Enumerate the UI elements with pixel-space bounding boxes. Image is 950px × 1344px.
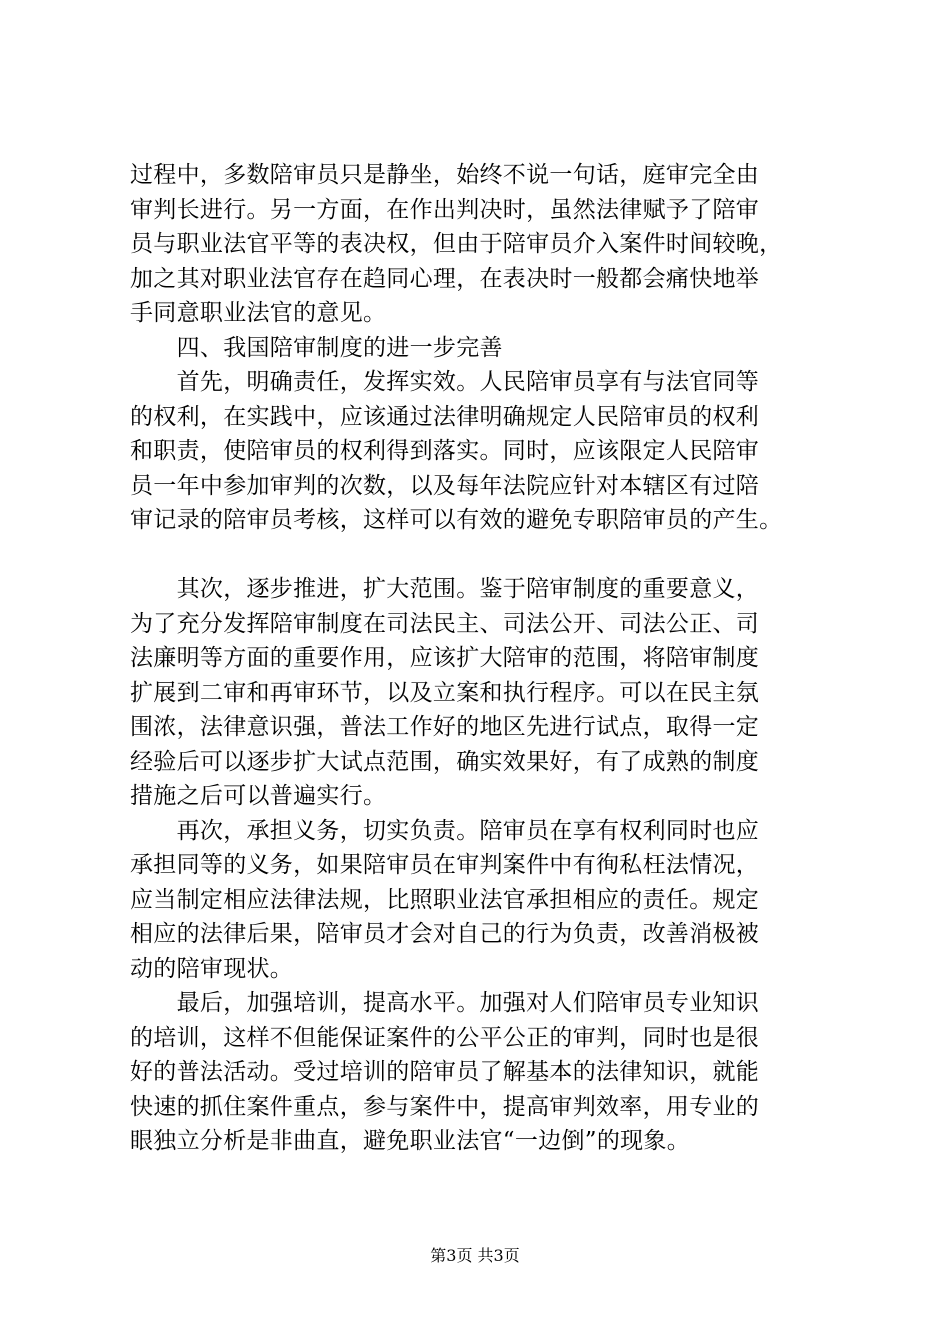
text-line: 最后，加强培训，提高水平。加强对人们陪审员专业知识 [130,990,760,1016]
text-line: 应当制定相应法律法规，比照职业法官承担相应的责任。规定 [130,886,760,913]
text-line: 其次，逐步推进，扩大范围。鉴于陪审制度的重要意义， [130,576,760,602]
text-line: 员与职业法官平等的表决权，但由于陪审员介入案件时间较晚， [130,231,783,257]
paragraph-gap [130,538,830,573]
text-line: 法廉明等方面的重要作用，应该扩大陪审的范围，将陪审制度 [130,645,760,671]
text-line: 相应的法律后果，陪审员才会对自己的行为负责，改善消极被 [130,921,760,947]
text-line: 快速的抓住案件重点，参与案件中，提高审判效率，用专业的 [130,1093,760,1120]
text-line: 和职责，使陪审员的权利得到落实。同时，应该限定人民陪审 [130,438,760,464]
text-line: 动的陪审现状。 [130,955,294,982]
text-line: 过程中，多数陪审员只是静坐，始终不说一句话，庭审完全由 [130,162,760,188]
text-line: 好的普法活动。受过培训的陪审员了解基本的法律知识，就能 [130,1059,760,1085]
text-line: 手同意职业法官的意见。 [130,300,387,326]
page-footer: 第3页 共3页 [430,1246,520,1265]
text-line: 围浓，法律意识强，普法工作好的地区先进行试点，取得一定 [130,714,760,740]
text-line: 扩展到二审和再审环节，以及立案和执行程序。可以在民主氛 [130,679,760,706]
text-line: 审判长进行。另一方面，在作出判决时，虽然法律赋予了陪审 [130,196,760,223]
text-line: 加之其对职业法官存在趋同心理，在表决时一般都会痛快地举 [130,265,760,292]
text-line: 措施之后可以普遍实行。 [130,783,387,809]
text-line: 眼独立分析是非曲直，避免职业法官“一边倒”的现象。 [130,1128,691,1154]
body-text [130,158,830,1159]
text-line: 的培训，这样不但能保证案件的公平公正的审判，同时也是很 [130,1024,760,1051]
text-line: 为了充分发挥陪审制度在司法民主、司法公开、司法公正、司 [130,610,760,637]
text-line: 的权利，在实践中，应该通过法律明确规定人民陪审员的权利 [130,403,760,430]
text-line: 承担同等的义务，如果陪审员在审判案件中有徇私枉法情况， [130,852,760,878]
text-line: 首先，明确责任，发挥实效。人民陪审员享有与法官同等 [130,369,760,395]
section-heading: 四、我国陪审制度的进一步完善 [130,334,503,361]
text-line: 员一年中参加审判的次数，以及每年法院应针对本辖区有过陪 [130,472,760,499]
text-line: 经验后可以逐步扩大试点范围，确实效果好，有了成熟的制度 [130,748,760,775]
text-line: 再次，承担义务，切实负责。陪审员在享有权利同时也应 [130,817,760,844]
text-line: 审记录的陪审员考核，这样可以有效的避免专职陪审员的产生。 [130,507,783,533]
